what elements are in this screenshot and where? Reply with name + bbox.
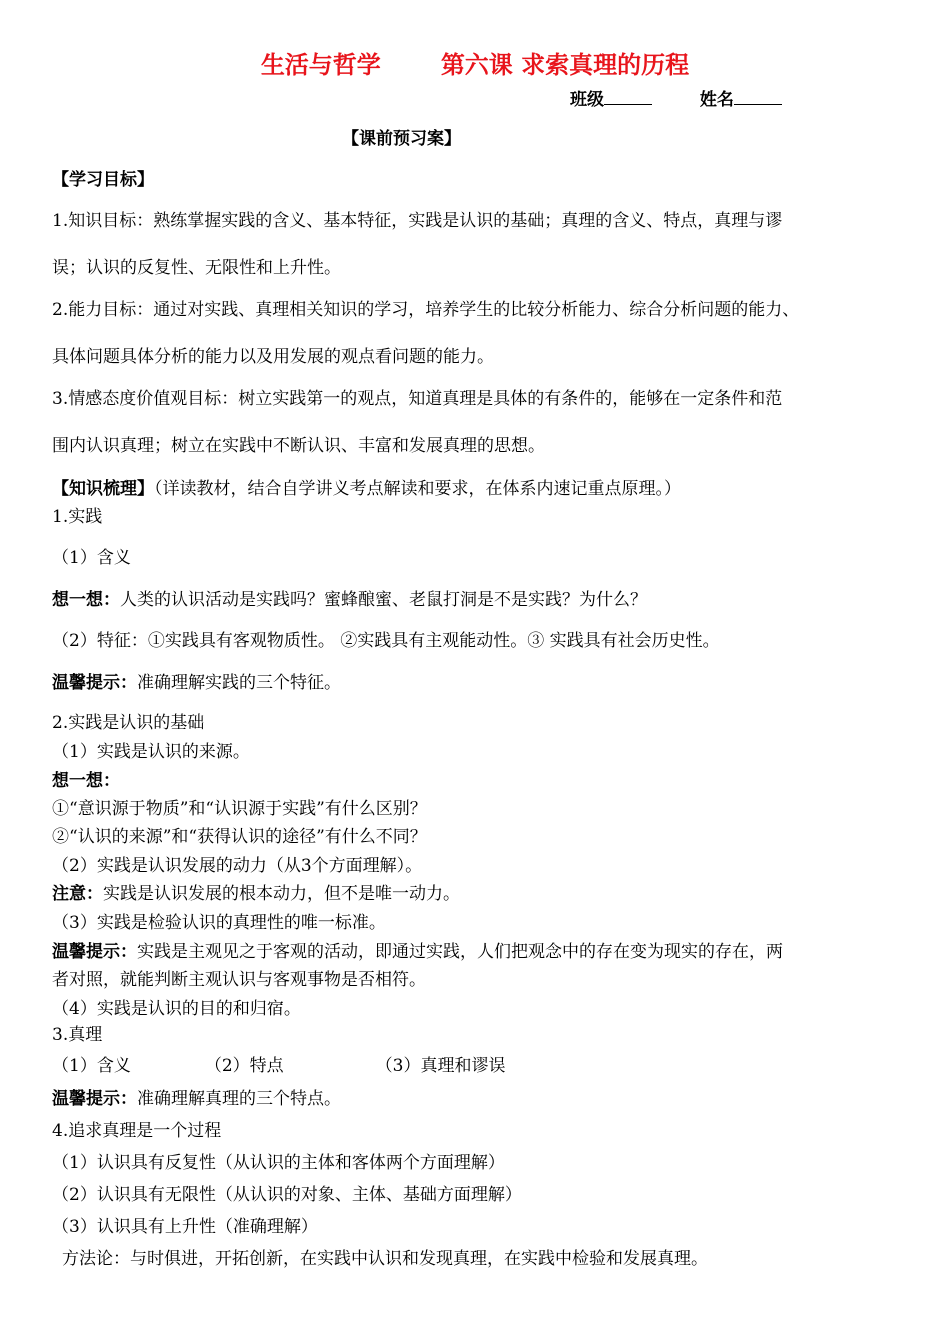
methodology: 方法论：与时俱进，开拓创新，在实践中认识和发现真理，在实践中检验和发展真理。 bbox=[62, 1249, 708, 1269]
objective-line: 3.情感态度价值观目标：树立实践第一的观点，知道真理是具体的有条件的，能够在一定条件和范 bbox=[52, 389, 783, 409]
tip-text: 准确理解实践的三个特征。 bbox=[137, 673, 341, 693]
knowledge-heading-row bbox=[52, 480, 681, 500]
section-truth: 3.真理 bbox=[52, 1025, 103, 1045]
pursuit-item: （1）认识具有反复性（从认识的主体和客体两个方面理解） bbox=[52, 1153, 505, 1173]
basis-item: （3）实践是检验认识的真理性的唯一标准。 bbox=[52, 913, 386, 933]
name-blank bbox=[734, 88, 782, 105]
tip-row bbox=[52, 1090, 341, 1110]
basis-item: （2）实践是认识发展的动力（从3个方面理解）。 bbox=[52, 856, 423, 876]
name-label: 姓名 bbox=[699, 90, 734, 110]
note-label: 注意： bbox=[52, 884, 103, 904]
think-label: 想一想： bbox=[52, 771, 120, 791]
section-title: 【课前预习案】 bbox=[342, 129, 461, 149]
note-row bbox=[52, 885, 460, 905]
tip-row bbox=[52, 674, 341, 694]
class-label: 班级 bbox=[570, 90, 604, 110]
tip-text: 准确理解真理的三个特点。 bbox=[137, 1089, 341, 1109]
objective-line: 误；认识的反复性、无限性和上升性。 bbox=[52, 258, 341, 278]
class-blank bbox=[604, 88, 652, 105]
tip-row bbox=[52, 943, 783, 963]
basis-item: （4）实践是认识的目的和归宿。 bbox=[52, 999, 301, 1019]
objective-line: 2.能力目标：通过对实践、真理相关知识的学习，培养学生的比较分析能力、综合分析问题的能力、 bbox=[52, 300, 800, 320]
knowledge-heading-note: （详读教材，结合自学讲义考点解读和要求，在体系内速记重点原理。） bbox=[154, 479, 681, 499]
objective-line: 具体问题具体分析的能力以及用发展的观点看问题的能力。 bbox=[52, 347, 494, 367]
truth-items bbox=[52, 1057, 505, 1077]
knowledge-heading: 【知识梳理】 bbox=[52, 479, 154, 499]
tip-label: 温馨提示： bbox=[52, 942, 137, 962]
section-practice-basis: 2.实践是认识的基础 bbox=[52, 713, 205, 733]
pursuit-item: （2）认识具有无限性（从认识的对象、主体、基础方面理解） bbox=[52, 1185, 522, 1205]
truth-and-error: （3）真理和谬误 bbox=[375, 1056, 506, 1076]
truth-features: （2）特点 bbox=[204, 1056, 284, 1076]
tip-text-continued: 者对照，就能判断主观认识与客观事物是否相符。 bbox=[52, 970, 426, 990]
practice-features: （2）特征：①实践具有客观物质性。 ②实践具有主观能动性。③ 实践具有社会历史性。 bbox=[52, 631, 720, 651]
truth-meaning: （1）含义 bbox=[52, 1056, 131, 1076]
think-label: 想一想： bbox=[52, 590, 120, 610]
section-pursuit: 4.追求真理是一个过程 bbox=[52, 1121, 222, 1141]
objective-line: 1.知识目标：熟练掌握实践的含义、基本特征，实践是认识的基础；真理的含义、特点，真理与谬 bbox=[52, 211, 783, 231]
page-title bbox=[0, 52, 950, 80]
pursuit-item: （3）认识具有上升性（准确理解） bbox=[52, 1217, 318, 1237]
basis-item: （1）实践是认识的来源。 bbox=[52, 742, 250, 762]
think-row bbox=[52, 591, 647, 611]
think-text: 人类的认识活动是实践吗？蜜蜂酿蜜、老鼠打洞是不是实践？为什么？ bbox=[120, 590, 647, 610]
think-question: ①“意识源于物质”和“认识源于实践”有什么区别？ bbox=[52, 799, 427, 819]
tip-label: 温馨提示： bbox=[52, 1089, 137, 1109]
tip-text: 实践是主观见之于客观的活动，即通过实践，人们把观念中的存在变为现实的存在，两 bbox=[137, 942, 783, 962]
practice-meaning: （1）含义 bbox=[52, 548, 131, 568]
objective-line: 围内认识真理；树立在实践中不断认识、丰富和发展真理的思想。 bbox=[52, 436, 545, 456]
think-question: ②“认识的来源”和“获得认识的途径”有什么不同？ bbox=[52, 827, 427, 847]
class-name-fields bbox=[570, 88, 782, 111]
title-subject: 生活与哲学 bbox=[260, 51, 381, 79]
section-practice: 1.实践 bbox=[52, 507, 103, 527]
objectives-heading: 【学习目标】 bbox=[52, 170, 154, 190]
note-text: 实践是认识发展的根本动力，但不是唯一动力。 bbox=[103, 884, 460, 904]
title-lesson: 第六课 求索真理的历程 bbox=[440, 51, 690, 79]
tip-label: 温馨提示： bbox=[52, 673, 137, 693]
